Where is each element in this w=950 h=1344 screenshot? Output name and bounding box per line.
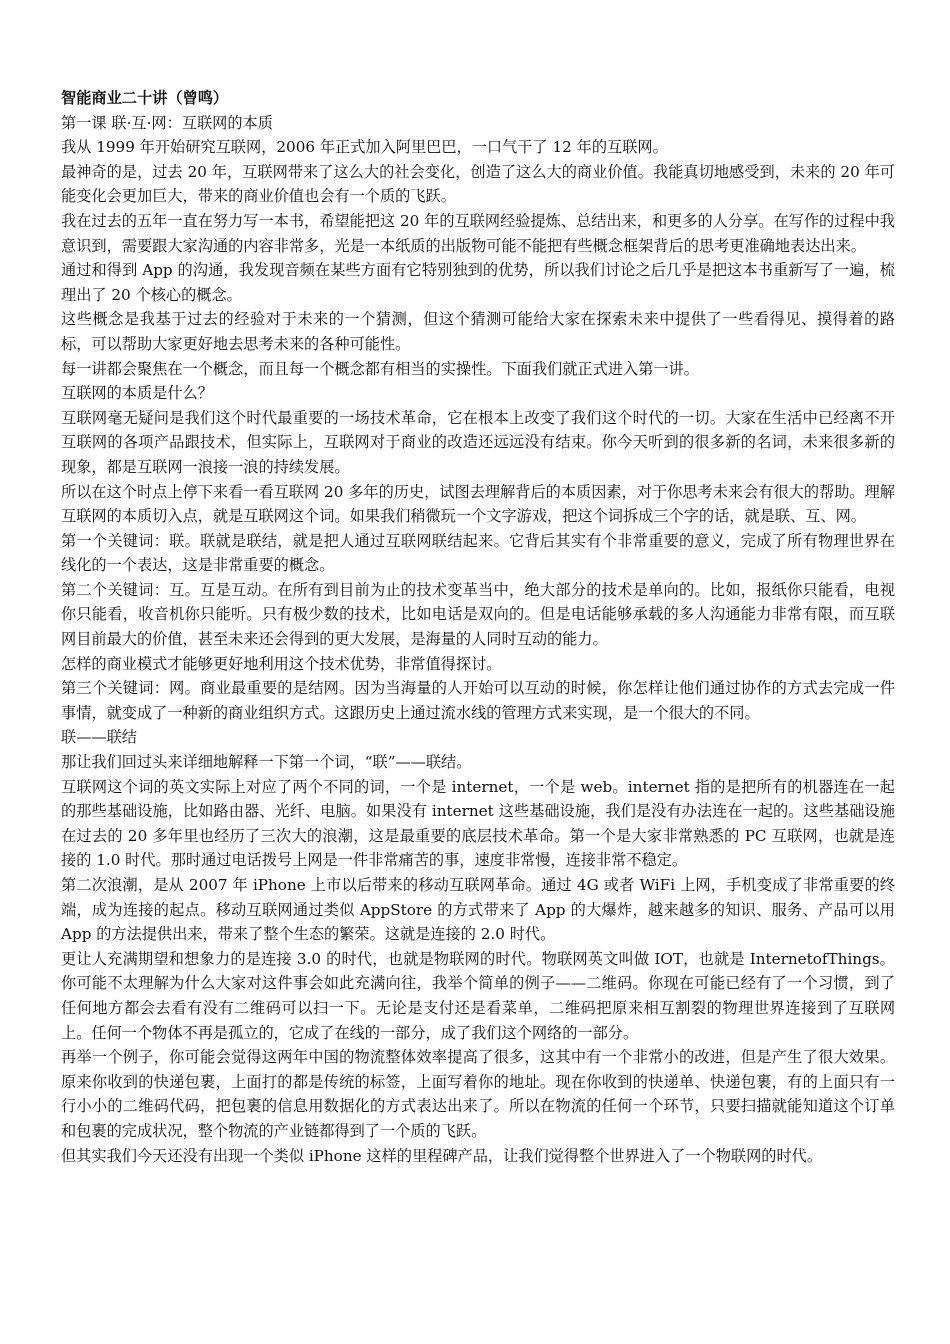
paragraph: 但其实我们今天还没有出现一个类似 iPhone 这样的里程碑产品，让我们觉得整个世界进入了一个物联网的时代。: [61, 1146, 823, 1165]
document-page: [61, 86, 895, 1168]
lesson-heading: 第一课 联·互·网：互联网的本质: [61, 113, 273, 132]
paragraph: 第三个关键词：网。商业最重要的是结网。因为当海量的人开始可以互动的时候，你怎样让他们通过协作的方式去完成一件事情，就变成了一种新的商业组织方式。这跟历史上通过流水线的管理方式来实现，是一个很大的不同。: [61, 679, 895, 722]
paragraph: 再举一个例子，你可能会觉得这两年中国的物流整体效率提高了很多，这其中有一个非常小的改进，但是产生了很大效果。原来你收到的快递包裹，上面打的都是传统的标签，上面写着你的地址。现在你收到的快递单、快递包裹，有的上面只有一行小小的二维码代码，把包裹的信息用数据化的方式表达出来了。所以在物流的任何一个环节，只要扫描就能知道这个订单和包裹的完成状况，整个物流的产业链都得到了一个质的飞跃。: [61, 1048, 895, 1140]
paragraph: 我从 1999 年开始研究互联网，2006 年正式加入阿里巴巴，一口气干了 12 年的互联网。: [61, 138, 668, 157]
paragraph: 那让我们回过头来详细地解释一下第一个词，“联”——联结。: [61, 753, 472, 772]
paragraph: 怎样的商业模式才能够更好地利用这个技术优势，非常值得探讨。: [61, 654, 502, 673]
paragraph: 更让人充满期望和想象力的是连接 3.0 的时代，也就是物联网的时代。物联网英文叫做 IOT，也就是 InternetofThings。你可能不太理解为什么大家对这件事会如此充满向往，我举个简单的例子——二维码。你现在可能已经有了一个习惯，到了任何地方都会去看有没有二维码可以扫一下。无论是支付还是看菜单，二维码把原来相互割裂的物理世界连接到了互联网上。任何一个物体不再是孤立的，它成了在线的一部分，成了我们这个网络的一部分。: [61, 949, 895, 1042]
paragraph: 这些概念是我基于过去的经验对于未来的一个猜测，但这个猜测可能给大家在探索未来中提供了一些看得见、摸得着的路标，可以帮助大家更好地去思考未来的各种可能性。: [61, 310, 895, 353]
paragraph: 第二次浪潮，是从 2007 年 iPhone 上市以后带来的移动互联网革命。通过 4G 或者 WiFi 上网，手机变成了非常重要的终端，成为连接的起点。移动互联网通过类似 AppStore 的方式带来了 App 的大爆炸，越来越多的知识、服务、产品可以用 App 的方法提供出来，带来了整个生态的繁荣。这就是连接的 2.0 时代。: [61, 876, 895, 944]
paragraph: 互联网这个词的英文实际上对应了两个不同的词，一个是 internet，一个是 web。internet 指的是把所有的机器连在一起的那些基础设施，比如路由器、光纤、电脑。如果没有 internet 这些基础设施，我们是没有办法连在一起的。这些基础设施在过去的 20 多年里也经历了三次大的浪潮，这是最重要的底层技术革命。第一个是大家非常熟悉的 PC 互联网，也就是连接的 1.0 时代。那时通过电话拨号上网是一件非常痛苦的事，速度非常慢，连接非常不稳定。: [61, 777, 895, 870]
paragraph: 每一讲都会聚焦在一个概念，而且每一个概念都有相当的实操性。下面我们就正式进入第一讲。: [61, 359, 699, 378]
paragraph: 通过和得到 App 的沟通，我发现音频在某些方面有它特别独到的优势，所以我们讨论之后几乎是把这本书重新写了一遍，梳理出了 20 个核心的概念。: [61, 261, 895, 304]
paragraph: 我在过去的五年一直在努力写一本书，希望能把这 20 年的互联网经验提炼、总结出来，和更多的人分享。在写作的过程中我意识到，需要跟大家沟通的内容非常多，光是一本纸质的出版物可能不能把有些概念框架背后的思考更准确地表达出来。: [61, 211, 895, 255]
section-heading: 互联网的本质是什么？: [61, 384, 213, 403]
section-heading: 联——联结: [61, 728, 137, 747]
document-title: 智能商业二十讲（曾鸣）: [61, 89, 229, 107]
paragraph: 第一个关键词：联。联就是联结，就是把人通过互联网联结起来。它背后其实有个非常重要的意义，完成了所有物理世界在线化的一个表达，这是非常重要的概念。: [61, 531, 895, 575]
paragraph: 互联网毫无疑问是我们这个时代最重要的一场技术革命，它在根本上改变了我们这个时代的一切。大家在生活中已经离不开互联网的各项产品跟技术，但实际上，互联网对于商业的改造还远远没有结束。你今天听到的很多新的名词，未来很多新的现象，都是互联网一浪接一浪的持续发展。: [61, 408, 895, 476]
paragraph: 所以在这个时点上停下来看一看互联网 20 多年的历史，试图去理解背后的本质因素，对于你思考未来会有很大的帮助。理解互联网的本质切入点，就是互联网这个词。如果我们稍微玩一个文字游戏，把这个词拆成三个字的话，就是联、互、网。: [61, 482, 895, 526]
paragraph: 第二个关键词：互。互是互动。在所有到目前为止的技术变革当中，绝大部分的技术是单向的。比如，报纸你只能看，电视你只能看，收音机你只能听。只有极少数的技术，比如电话是双向的。但是电话能够承载的多人沟通能力非常有限，而互联网目前最大的价值，甚至未来还会得到的更大发展，是海量的人同时互动的能力。: [61, 580, 895, 649]
paragraph: 最神奇的是，过去 20 年，互联网带来了这么大的社会变化，创造了这么大的商业价值。我能真切地感受到，未来的 20 年可能变化会更加巨大，带来的商业价值也会有一个质的飞跃。: [61, 162, 895, 206]
